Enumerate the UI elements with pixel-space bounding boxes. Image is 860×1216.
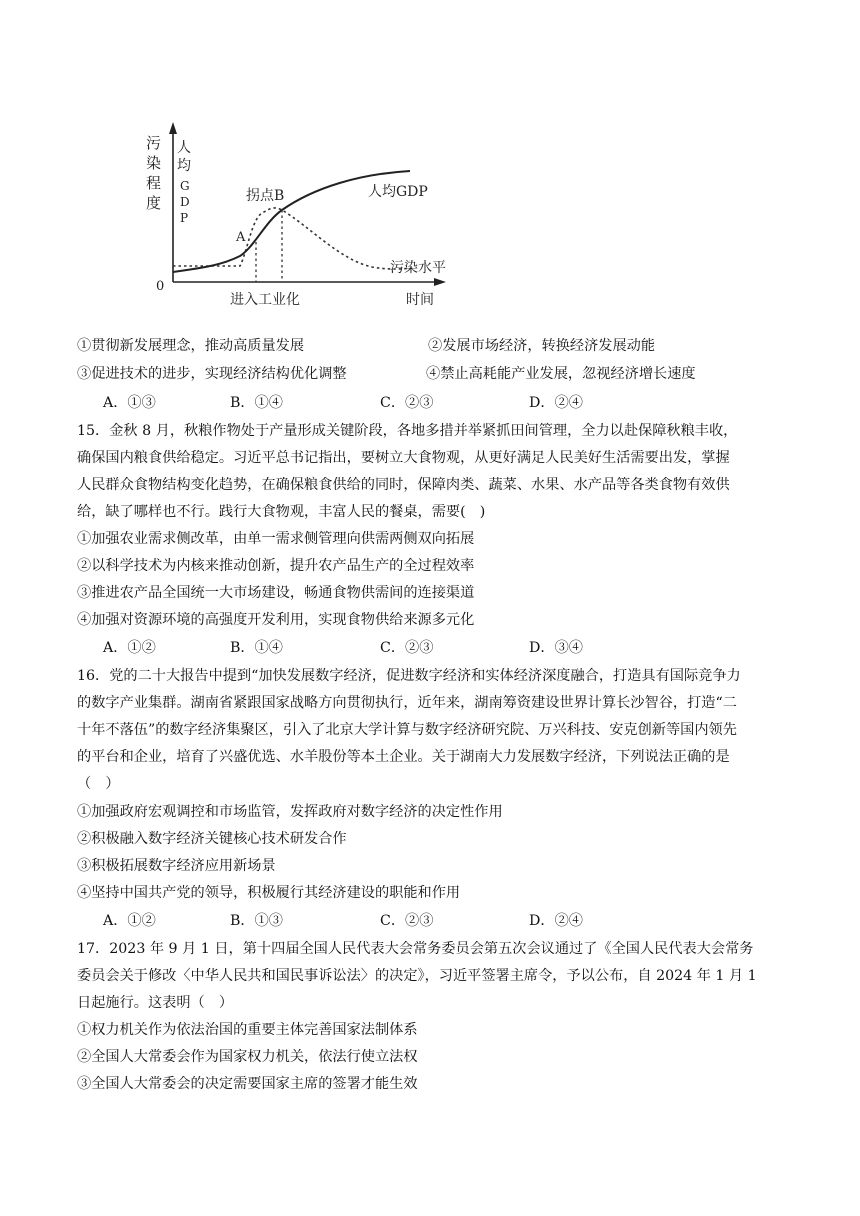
svg-text:均: 均: [177, 158, 191, 174]
q14-statement-1: ①贯彻新发展理念，推动高质量发展: [77, 338, 305, 354]
inflection-label: 拐点B: [246, 188, 285, 204]
q15-statement: ①加强农业需求侧改革，由单一需求侧管理向供需两侧双向拓展: [77, 531, 475, 547]
q17-stem-line: 委员会关于修改〈中华人民共和国民事诉讼法〉的决定》，习近平签署主席令，予以公布，自 2024 年 1 月 1: [77, 968, 757, 984]
q17-stem-line: 17．2023 年 9 月 1 日，第十四届全国人民代表大会常务委员会第五次会议通过了《全国人民代表大会常务: [77, 941, 754, 957]
q16-stem-line: 16．党的二十大报告中提到“加快发展数字经济，促进数字经济和实体经济深度融合，打造具有国际竞争力: [77, 668, 741, 684]
q16-stem-line: 的数字产业集群。湖南省紧跟国家战略方向贯彻执行，近年来，湖南筹资建设世界计算长沙智谷，打造“二: [77, 695, 737, 711]
q16-statement: ②积极融入数字经济关键核心技术研发合作: [77, 831, 347, 847]
y-label-pollution: [146, 134, 161, 212]
q16-stem-line: （ ）: [77, 776, 120, 792]
q16-option-a[interactable]: A．①②: [103, 913, 156, 929]
q14-option-c[interactable]: C．②③: [380, 395, 434, 411]
q17-statement: ②全国人大常委会作为国家权力机关，依法行使立法权: [77, 1049, 418, 1065]
q14-option-b[interactable]: B．①④: [230, 395, 283, 411]
y-axis-arrow: [169, 122, 177, 134]
pollution-gdp-figure: [140, 112, 460, 312]
q16-statement: ④坚持中国共产党的领导，积极履行其经济建设的职能和作用: [77, 885, 461, 901]
industrialization-label: 进入工业化: [230, 292, 300, 308]
q16-stem-line: 十年不落伍”的数字经济集聚区，引入了北京大学计算与数字经济研究院、万兴科技、安克创新等国内领先: [77, 722, 737, 738]
svg-text:程: 程: [146, 174, 162, 192]
gdp-curve-label: 人均GDP: [368, 184, 428, 200]
q15-option-d[interactable]: D．③④: [529, 640, 583, 656]
q17-statement: ③全国人大常委会的决定需要国家主席的签署才能生效: [77, 1076, 418, 1092]
q15-option-c[interactable]: C．②③: [380, 640, 434, 656]
q16-statement: ①加强政府宏观调控和市场监管，发挥政府对数字经济的决定性作用: [77, 804, 503, 820]
origin-label: 0: [156, 279, 165, 294]
q15-option-a[interactable]: A．①②: [103, 640, 156, 656]
svg-text:染: 染: [146, 154, 162, 172]
svg-text:D: D: [180, 195, 190, 209]
q17-stem-line: 日起施行。这表明（ ）: [77, 995, 234, 1011]
q17-statement: ①权力机关作为依法治国的重要主体完善国家法制体系: [77, 1022, 418, 1038]
q15-statement: ④加强对资源环境的高强度开发利用，实现食物供给来源多元化: [77, 612, 475, 628]
svg-text:度: 度: [146, 194, 162, 212]
point-a-label: A: [236, 230, 246, 245]
q16-option-b[interactable]: B．①③: [230, 913, 283, 929]
q15-stem-line: 确保国内粮食供给稳定。习近平总书记指出，要树立大食物观，从更好满足人民美好生活需要出发，掌握: [77, 450, 730, 466]
q16-stem-line: 的平台和企业，培育了兴盛优选、水羊股份等本土企业。关于湖南大力发展数字经济，下列说法正确的是: [77, 749, 730, 765]
svg-text:人: 人: [177, 140, 191, 156]
q14-statement-2: ②发展市场经济，转换经济发展动能: [428, 338, 656, 354]
q15-statement: ②以科学技术为内核来推动创新，提升农产品生产的全过程效率: [77, 558, 475, 574]
pollution-curve: [173, 208, 415, 269]
q15-stem-line: 15．金秋 8 月，秋粮作物处于产量形成关键阶段，各地多措并举紧抓田间管理，全力以赴保障秋粮丰收，: [77, 423, 738, 439]
q14-statement-3: ③促进技术的进步，实现经济结构优化调整: [77, 366, 347, 382]
q14-option-d[interactable]: D．②④: [529, 395, 583, 411]
q14-option-a[interactable]: A．①③: [103, 395, 156, 411]
svg-text:G: G: [180, 179, 190, 193]
svg-text:P: P: [180, 211, 189, 225]
svg-text:污: 污: [146, 134, 162, 152]
q14-statement-4: ④禁止高耗能产业发展，忽视经济增长速度: [426, 366, 696, 382]
x-axis-arrow: [434, 278, 446, 286]
q16-option-d[interactable]: D．②④: [529, 913, 583, 929]
q15-stem-line: 人民群众食物结构变化趋势，在确保粮食供给的同时，保障肉类、蔬菜、水果、水产品等各类食物有效供: [77, 477, 730, 493]
q15-option-b[interactable]: B．①④: [230, 640, 283, 656]
q15-statement: ③推进农产品全国统一大市场建设，畅通食物供需间的连接渠道: [77, 585, 475, 601]
q16-option-c[interactable]: C．②③: [380, 913, 434, 929]
pollution-curve-label: 污染水平: [390, 260, 446, 276]
q15-stem-line: 给，缺了哪样也不行。践行大食物观，丰富人民的餐桌，需要( ): [77, 504, 486, 520]
q16-statement: ③积极拓展数字经济应用新场景: [77, 858, 276, 874]
time-label: 时间: [406, 292, 434, 308]
y-label-gdp: [177, 140, 191, 225]
